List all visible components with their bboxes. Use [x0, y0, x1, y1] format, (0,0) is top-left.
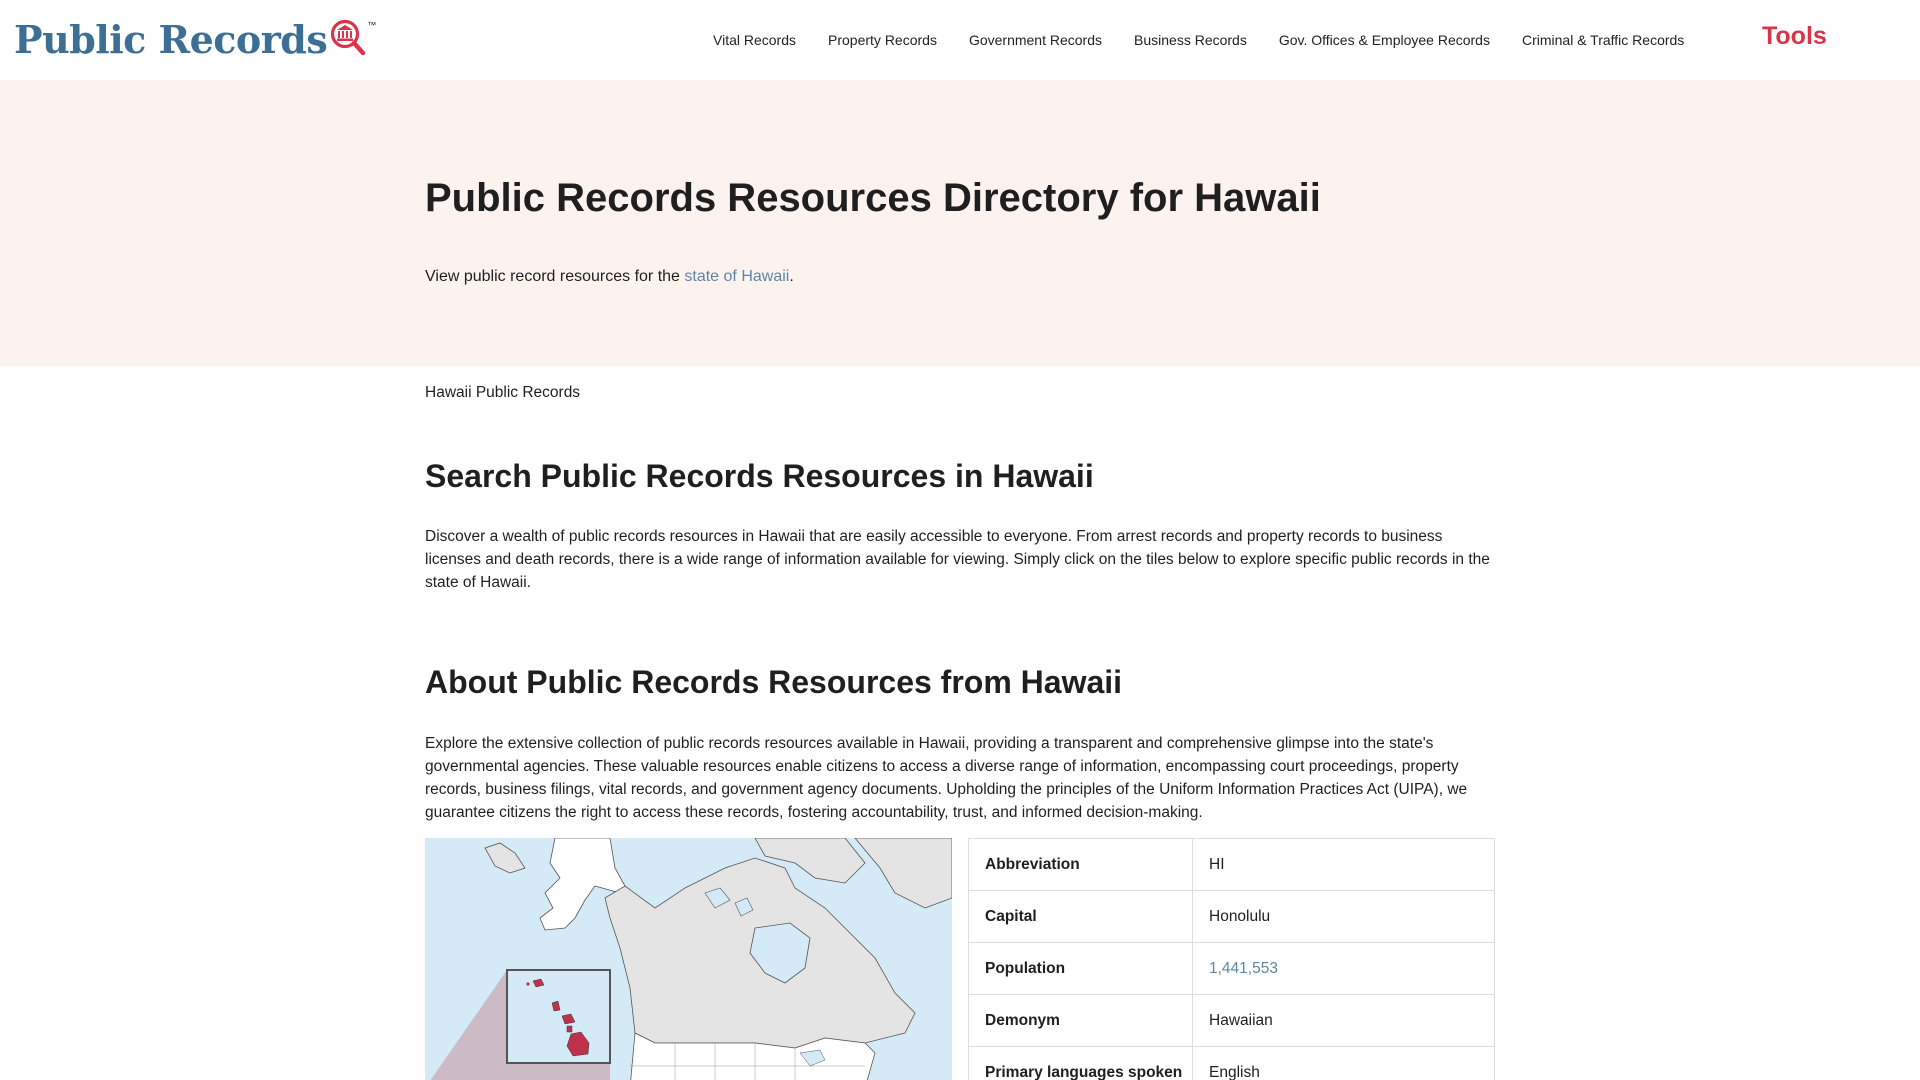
logo-trademark: ™ — [367, 20, 377, 30]
fact-label: Abbreviation — [969, 839, 1193, 891]
logo-text: Public Records — [14, 17, 328, 62]
fact-label: Capital — [969, 891, 1193, 943]
hawaii-location-map — [425, 838, 952, 1080]
fact-value — [1193, 943, 1495, 995]
nav-gov-offices-employee-records[interactable]: Gov. Offices & Employee Records — [1278, 32, 1490, 48]
fact-value: English — [1193, 1047, 1495, 1080]
tools-link[interactable]: Tools — [1762, 22, 1827, 50]
nav-government-records[interactable]: Government Records — [968, 32, 1103, 48]
hero-intro-suffix: . — [789, 268, 794, 285]
about-section-text: Explore the extensive collection of public records resources available in Hawaii, providing a transparent and comprehensive glimpse into the state's governmental agencies. These valuable resources enable citizens to access a diverse range of information, encompassing court proceedings, property records, business filings, vital records, and government agency documents. Upholding the principles of the Uniform Information Practices Act (UIPA), we guarantee citizens the right to access these records, fostering accountability, trust, and informed decision-making. — [425, 735, 1468, 821]
table-row — [969, 1047, 1495, 1080]
table-row — [969, 839, 1495, 891]
hero-banner — [0, 80, 1920, 366]
fact-label: Primary languages spoken — [969, 1047, 1193, 1080]
fact-value: HI — [1193, 839, 1495, 891]
breadcrumb: Hawaii Public Records — [425, 384, 581, 401]
table-row — [969, 995, 1495, 1047]
page-title: Public Records Resources Directory for Hawaii — [425, 176, 1321, 220]
state-facts-table — [968, 838, 1495, 1080]
search-section-text: Discover a wealth of public records resources in Hawaii that are easily accessible to everyone. From arrest records and property records to business licenses and death records, there is a wide range of information available for viewing. Simply click on the tiles below to explore specific public records in the state of Hawaii. — [425, 528, 1490, 591]
nav-property-records[interactable]: Property Records — [828, 32, 937, 48]
hero-intro-prefix: View public record resources for the — [425, 268, 685, 285]
fact-label: Population — [969, 943, 1193, 995]
site-logo[interactable] — [14, 16, 376, 64]
fact-value: Hawaiian — [1193, 995, 1495, 1047]
population-link[interactable]: 1,441,553 — [1209, 959, 1278, 977]
site-header — [0, 0, 1920, 80]
search-section-heading: Search Public Records Resources in Hawaii — [425, 458, 1094, 494]
main-nav — [713, 0, 1716, 80]
state-of-hawaii-link[interactable]: state of Hawaii — [684, 268, 790, 285]
hero-intro — [425, 268, 794, 286]
magnifier-courthouse-icon — [329, 18, 367, 58]
north-america-map-graphic — [425, 838, 952, 1080]
nav-criminal-traffic-records[interactable]: Criminal & Traffic Records — [1521, 32, 1685, 48]
nav-vital-records[interactable]: Vital Records — [713, 32, 797, 48]
fact-value: Honolulu — [1193, 891, 1495, 943]
table-row — [969, 943, 1495, 995]
about-section-heading: About Public Records Resources from Hawaii — [425, 664, 1123, 700]
fact-label: Demonym — [969, 995, 1193, 1047]
nav-business-records[interactable]: Business Records — [1134, 32, 1247, 48]
table-row — [969, 891, 1495, 943]
